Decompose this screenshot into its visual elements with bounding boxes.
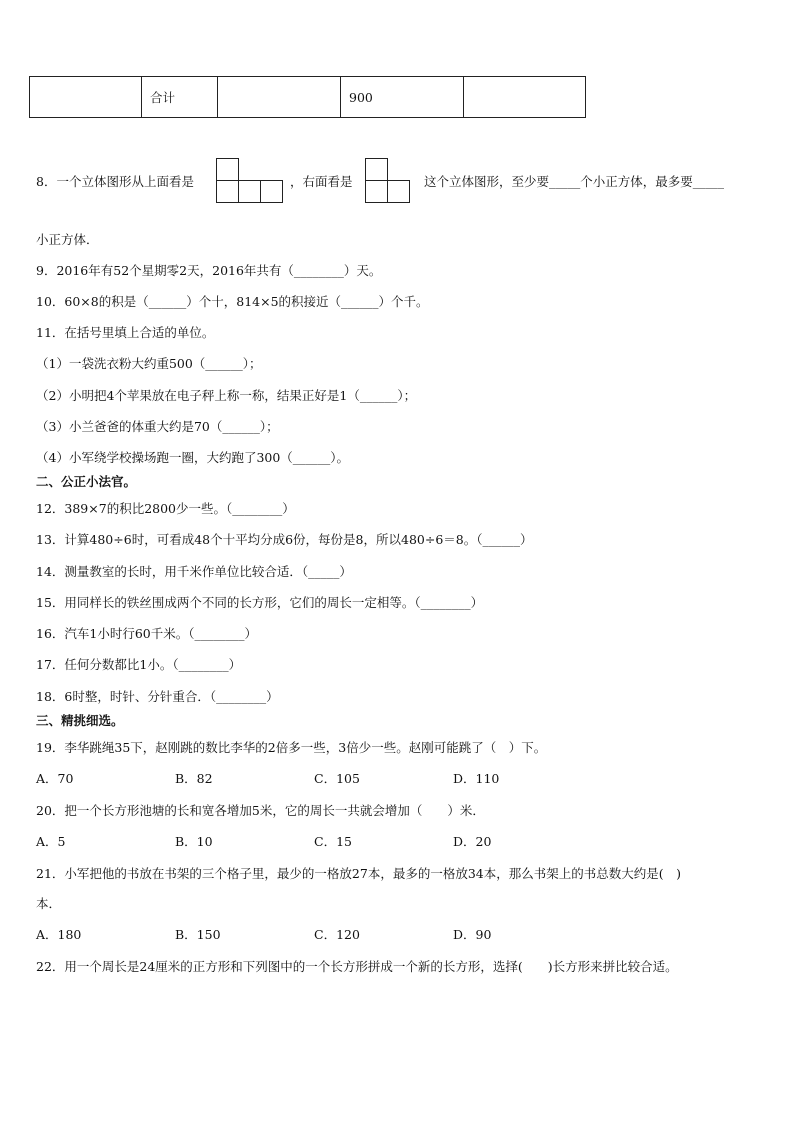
question-21: 21．小军把他的书放在书架的三个格子里，最少的一格放27本，最多的一格放34本，那么书架上的书总数大约是( ) [36, 866, 681, 881]
question-11-1: （1）一袋洗衣粉大约重500（______）； [36, 356, 262, 371]
question-19: 19．李华跳绳35下，赵刚跳的数比李华的2倍多一些，3倍少一些。赵刚可能跳了（ ）下。 [36, 740, 547, 755]
question-11-3: （3）小兰爸爸的体重大约是70（______）； [36, 419, 279, 434]
table-cell [30, 77, 142, 118]
q21-option-c[interactable]: C．120 [314, 927, 360, 942]
q20-option-c[interactable]: C．15 [314, 834, 352, 849]
top-view-figure [216, 158, 288, 204]
q20-option-b[interactable]: B．10 [175, 834, 213, 849]
section-3-heading: 三、精挑细选。 [36, 713, 124, 728]
q8-text-2: ，右面看是 [290, 174, 353, 189]
question-21-cont: 本． [36, 896, 62, 911]
table-cell-total-value: 900 [341, 77, 464, 118]
question-10: 10．60×8的积是（______）个十，814×5的积接近（______）个千。 [36, 294, 429, 309]
question-14: 14．测量教室的长时，用千米作单位比较合适．（_____） [36, 564, 352, 579]
question-9: 9．2016年有52个星期零2天，2016年共有（________）天。 [36, 263, 382, 278]
q8-text-3: 这个立体图形，至少要_____个小正方体，最多要_____ [424, 174, 725, 189]
question-11-4: （4）小军绕学校操场跑一圈，大约跑了300（______）。 [36, 450, 350, 465]
q21-option-b[interactable]: B．150 [175, 927, 221, 942]
q21-option-a[interactable]: A．180 [36, 927, 82, 942]
right-view-figure [365, 158, 413, 206]
table-cell-total-label: 合计 [142, 77, 218, 118]
q19-option-d[interactable]: D．110 [453, 771, 500, 786]
question-12: 12．389×7的积比2800少一些。（________） [36, 501, 295, 516]
question-22: 22．用一个周长是24厘米的正方形和下列图中的一个长方形拼成一个新的长方形，选择( )长方形来拼比较合适。 [36, 959, 678, 974]
table-cell [464, 77, 586, 118]
question-20: 20．把一个长方形池塘的长和宽各增加5米，它的周长一共就会增加（ ）米． [36, 803, 485, 818]
q20-option-d[interactable]: D．20 [453, 834, 492, 849]
q19-option-a[interactable]: A．70 [36, 771, 74, 786]
q19-option-c[interactable]: C．105 [314, 771, 360, 786]
question-11: 11．在括号里填上合适的单位。 [36, 325, 215, 340]
section-2-heading: 二、公正小法官。 [36, 474, 137, 489]
table-cell [218, 77, 341, 118]
table-row [30, 77, 586, 118]
question-11-2: （2）小明把4个苹果放在电子秤上称一称，结果正好是1（______）； [36, 388, 417, 403]
q8-text-1: 8．一个立体图形从上面看是 [36, 174, 194, 189]
q8-text-4: 小正方体． [36, 232, 99, 247]
q20-option-a[interactable]: A．5 [36, 834, 66, 849]
question-18: 18．6时整，时针、分针重合．（________） [36, 689, 279, 704]
question-15: 15．用同样长的铁丝围成两个不同的长方形，它们的周长一定相等。（________） [36, 595, 484, 610]
q21-option-d[interactable]: D．90 [453, 927, 492, 942]
question-16: 16．汽车1小时行60千米。（________） [36, 626, 258, 641]
question-13: 13．计算480÷6时，可看成48个十平均分成6份，每份是8，所以480÷6＝8。（______） [36, 532, 533, 547]
question-17: 17．任何分数都比1小。（________） [36, 657, 242, 672]
summary-table [29, 76, 586, 118]
q19-option-b[interactable]: B．82 [175, 771, 213, 786]
